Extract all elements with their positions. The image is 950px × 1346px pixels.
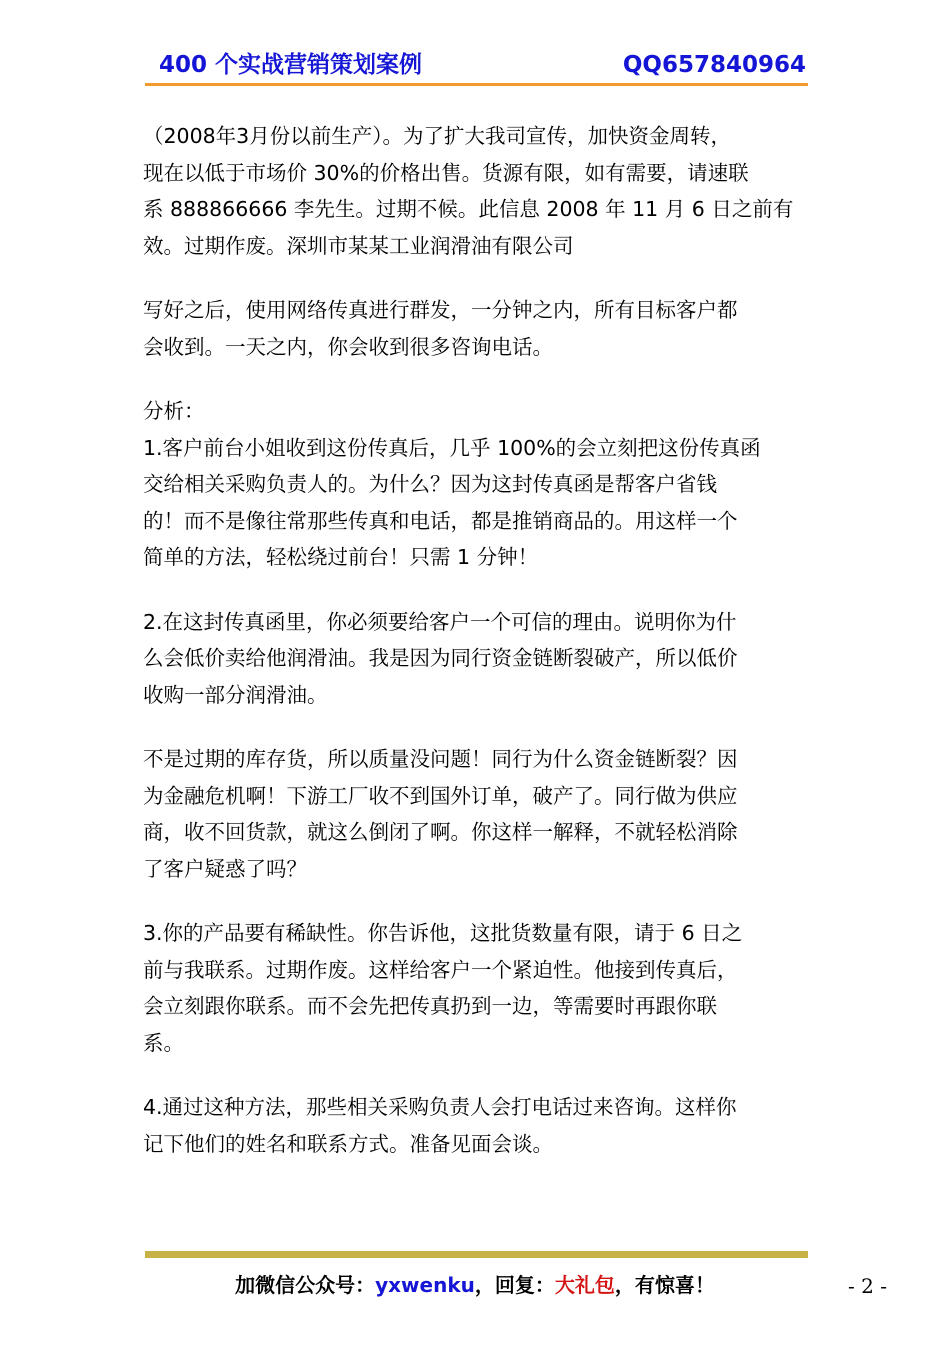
paragraph-point-4: 4.通过这种方法，那些相关采购负责人会打电话过来咨询。这样你 记下他们的姓名和联系方式。准备见面会谈。 <box>143 1095 737 1156</box>
paragraph-point-2: 2.在这封传真函里，你必须要给客户一个可信的理由。说明你为什 么会低价卖给他润滑油。我是因为同行资金链断裂破产，所以低价 收购一部分润滑油。 <box>143 609 738 707</box>
paragraph-broadcast: 写好之后，使用网络传真进行群发，一分钟之内，所有目标客户都 会收到。一天之内，你会收到很多咨询电话。 <box>143 298 738 359</box>
footer-suffix: ，有惊喜！ <box>614 1273 715 1297</box>
footer-prefix: 加微信公众号： <box>235 1273 376 1297</box>
footer-promo <box>0 1268 950 1302</box>
document-body <box>143 118 811 1190</box>
paragraph-fax-text: （2008年3月份以前生产）。为了扩大我司宣传，加快资金周转， 现在以低于市场价 30%的价格出售。货源有限，如有需要，请速联 系 888866666 李先生。过期不候。此信息 2008 年 11 月 6 日之前有 效。过期作废。深圳市某某工业润滑油有限公司 <box>143 124 794 258</box>
header-qq-contact: QQ657840964 <box>622 52 806 78</box>
footer-wechat-id: yxwenku <box>375 1273 475 1297</box>
header-divider <box>145 83 808 86</box>
paragraph-point-3: 3.你的产品要有稀缺性。你告诉他，这批货数量有限，请于 6 日之 前与我联系。过期作废。这样给客户一个紧迫性。他接到传真后， 会立刻跟你联系。而不会先把传真扔到一边，等需要时再跟你联 系。 <box>143 921 743 1055</box>
page-header <box>145 50 808 82</box>
paragraph-analysis-heading: 分析： <box>143 399 205 423</box>
footer-keyword: 大礼包 <box>554 1273 615 1297</box>
footer-middle: ，回复： <box>474 1273 555 1297</box>
header-title: 400 个实战营销策划案例 <box>159 52 423 78</box>
paragraph-point-1: 1.客户前台小姐收到这份传真后，几乎 100%的会立刻把这份传真函 交给相关采购负责人的。为什么？因为这封传真函是帮客户省钱 的！而不是像往常那些传真和电话，都是推销商品的。用这样一个 简单的方法，轻松绕过前台！只需 1 分钟！ <box>143 435 761 569</box>
page-number: - 2 - <box>848 1274 887 1298</box>
footer-divider <box>145 1251 808 1258</box>
paragraph-point-2-continued: 不是过期的库存货，所以质量没问题！同行为什么资金链断裂？因 为金融危机啊！下游工厂收不到国外订单，破产了。同行做为供应 商，收不回货款，就这么倒闭了啊。你这样一解释，不就轻松消除 了客户疑惑了吗？ <box>143 747 738 881</box>
